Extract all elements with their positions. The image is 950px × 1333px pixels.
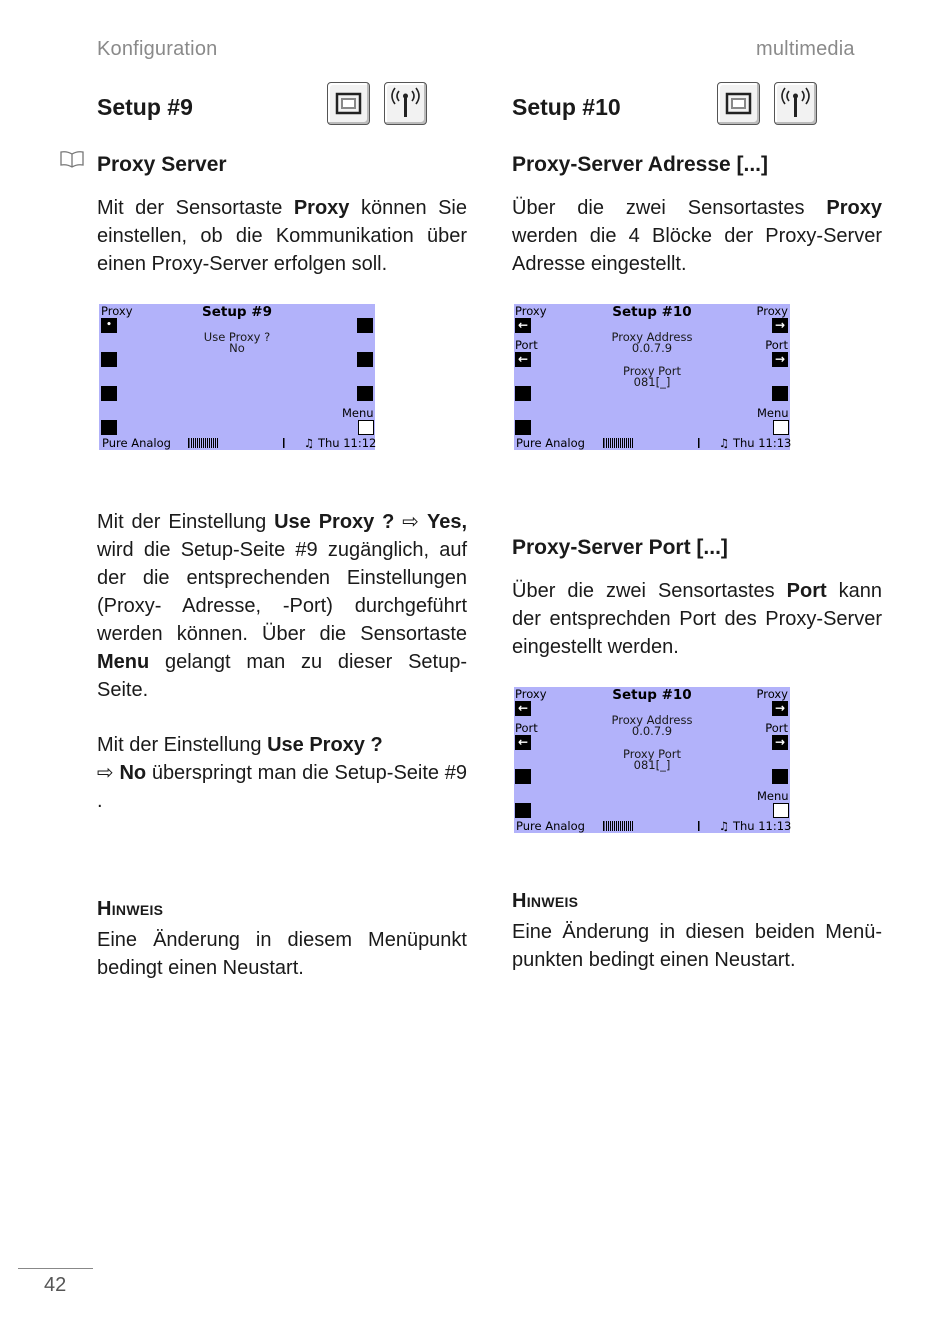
lcd-menu-label: Menu: [757, 406, 789, 420]
proxy-intro-text: Mit der Sensortaste Proxy können Sie einstellen, ob die Kommunikation über einen Proxy-Server erfolgen soll.: [97, 197, 467, 275]
wifi-antenna-icon: [384, 82, 427, 125]
lcd-source: Pure Analog: [516, 819, 585, 833]
lcd-label-proxy-right: Proxy: [756, 687, 788, 701]
lcd-menu-key[interactable]: [773, 803, 789, 818]
ethernet-icon: [327, 82, 370, 125]
lcd-title: Setup #9: [201, 304, 272, 320]
lcd-soft-key[interactable]: [357, 386, 373, 401]
lcd-clock: ♫ Thu 11:13: [719, 436, 792, 450]
lcd-title: Setup #10: [612, 687, 692, 703]
screen-setup9: [99, 304, 375, 450]
lcd-port-label: Proxy Port: [623, 364, 681, 378]
lcd-label-port-right: Port: [765, 721, 788, 735]
header-section: Konfiguration: [97, 38, 218, 60]
note-heading-right: Hinweis: [512, 890, 579, 912]
lcd-soft-key[interactable]: [515, 420, 531, 435]
lcd-port-decrement-key[interactable]: ←: [515, 735, 531, 750]
lcd-menu-key[interactable]: [773, 420, 789, 435]
wifi-antenna-icon: [774, 82, 817, 125]
lcd-port-value: 081[_]: [633, 375, 671, 389]
lcd-proxy-increment-key[interactable]: →: [772, 318, 788, 333]
bell-icon: ♫: [719, 819, 730, 833]
lcd-level-bar: [603, 438, 703, 448]
footer-divider: [18, 1268, 93, 1269]
lcd-port-label: Proxy Port: [623, 747, 681, 761]
lcd-soft-key[interactable]: [772, 769, 788, 784]
lcd-soft-key[interactable]: [515, 769, 531, 784]
lcd-port-decrement-key[interactable]: ←: [515, 352, 531, 367]
proxy-port-text: Über die zwei Sensortastes Port kann der entsprechden Port des Proxy-Server eingestellt werden.: [512, 580, 882, 658]
lcd-proxy-toggle-key[interactable]: •: [101, 318, 117, 333]
lcd-use-proxy-label: Use Proxy ?: [203, 330, 271, 344]
lcd-source: Pure Analog: [516, 436, 585, 450]
proxy-server-heading: Proxy Server: [97, 153, 227, 176]
lcd-soft-key[interactable]: [357, 352, 373, 367]
lcd-label-proxy-left: Proxy: [515, 304, 547, 318]
header-product: multimedia: [756, 38, 855, 60]
lcd-clock: ♫ Thu 11:13: [719, 819, 792, 833]
lcd-label-port-left: Port: [515, 721, 538, 735]
lcd-address-value: 0.0.7.9: [631, 341, 673, 355]
proxy-port-heading: Proxy-Server Port [...]: [512, 536, 728, 559]
lcd-menu-key[interactable]: [358, 420, 374, 435]
note-heading-left: Hinweis: [97, 898, 164, 920]
use-proxy-no-text: Mit der Einstellung Use Proxy ? ⇨ No überspringt man die Setup-Seite #9 .: [97, 734, 467, 812]
lcd-address-label: Proxy Address: [611, 330, 693, 344]
book-icon: [60, 150, 84, 173]
page-number: 42: [44, 1274, 67, 1296]
lcd-port-increment-key[interactable]: →: [772, 352, 788, 367]
lcd-label-proxy-right: Proxy: [756, 304, 788, 318]
lcd-menu-label: Menu: [757, 789, 789, 803]
note-text-left: Eine Änderung in diesem Menüpunkt bedingt einen Neustart.: [97, 929, 467, 979]
screen-setup10-address: [514, 304, 790, 450]
lcd-soft-key[interactable]: [101, 352, 117, 367]
lcd-source: Pure Analog: [102, 436, 171, 450]
lcd-use-proxy-value: No: [229, 341, 245, 355]
lcd-menu-label: Menu: [342, 406, 374, 420]
lcd-proxy-decrement-key[interactable]: ←: [515, 318, 531, 333]
lcd-level-bar: [188, 438, 288, 448]
lcd-soft-key[interactable]: [101, 386, 117, 401]
lcd-address-value: 0.0.7.9: [631, 724, 673, 738]
bell-icon: ♫: [304, 436, 315, 450]
screen-setup10-port: [514, 687, 790, 833]
lcd-soft-key[interactable]: [772, 386, 788, 401]
bell-icon: ♫: [719, 436, 730, 450]
lcd-soft-key[interactable]: [515, 803, 531, 818]
note-text-right: Eine Änderung in diesen beiden Menü-punkten bedingt einen Neustart.: [512, 921, 882, 971]
lcd-title: Setup #10: [612, 304, 692, 320]
lcd-port-value: 081[_]: [633, 758, 671, 772]
lcd-level-bar: [603, 821, 703, 831]
lcd-proxy-increment-key[interactable]: →: [772, 701, 788, 716]
lcd-port-increment-key[interactable]: →: [772, 735, 788, 750]
lcd-label-port-left: Port: [515, 338, 538, 352]
lcd-soft-key[interactable]: [101, 420, 117, 435]
lcd-address-label: Proxy Address: [611, 713, 693, 727]
proxy-address-text: Über die zwei Sensortastes Proxy werden die 4 Blöcke der Proxy-Server Adresse eingestellt.: [512, 197, 882, 275]
setup9-title: Setup #9: [97, 94, 193, 120]
lcd-soft-key[interactable]: [357, 318, 373, 333]
lcd-soft-key[interactable]: [515, 386, 531, 401]
setup10-title: Setup #10: [512, 94, 621, 120]
lcd-clock: ♫ Thu 11:12: [304, 436, 377, 450]
lcd-proxy-decrement-key[interactable]: ←: [515, 701, 531, 716]
lcd-label-proxy: Proxy: [101, 304, 133, 318]
ethernet-icon: [717, 82, 760, 125]
use-proxy-yes-text: Mit der Einstellung Use Proxy ? ⇨ Yes, wird die Setup-Seite #9 zugänglich, auf der die entsprechenden Einstellungen (Proxy- Adresse, -Port) durchgeführt werden können. Über die Sensortaste Menu gelangt man zu dieser Setup-Seite.: [97, 511, 468, 701]
lcd-label-proxy-left: Proxy: [515, 687, 547, 701]
proxy-address-heading: Proxy-Server Adresse [...]: [512, 153, 769, 176]
lcd-label-port-right: Port: [765, 338, 788, 352]
